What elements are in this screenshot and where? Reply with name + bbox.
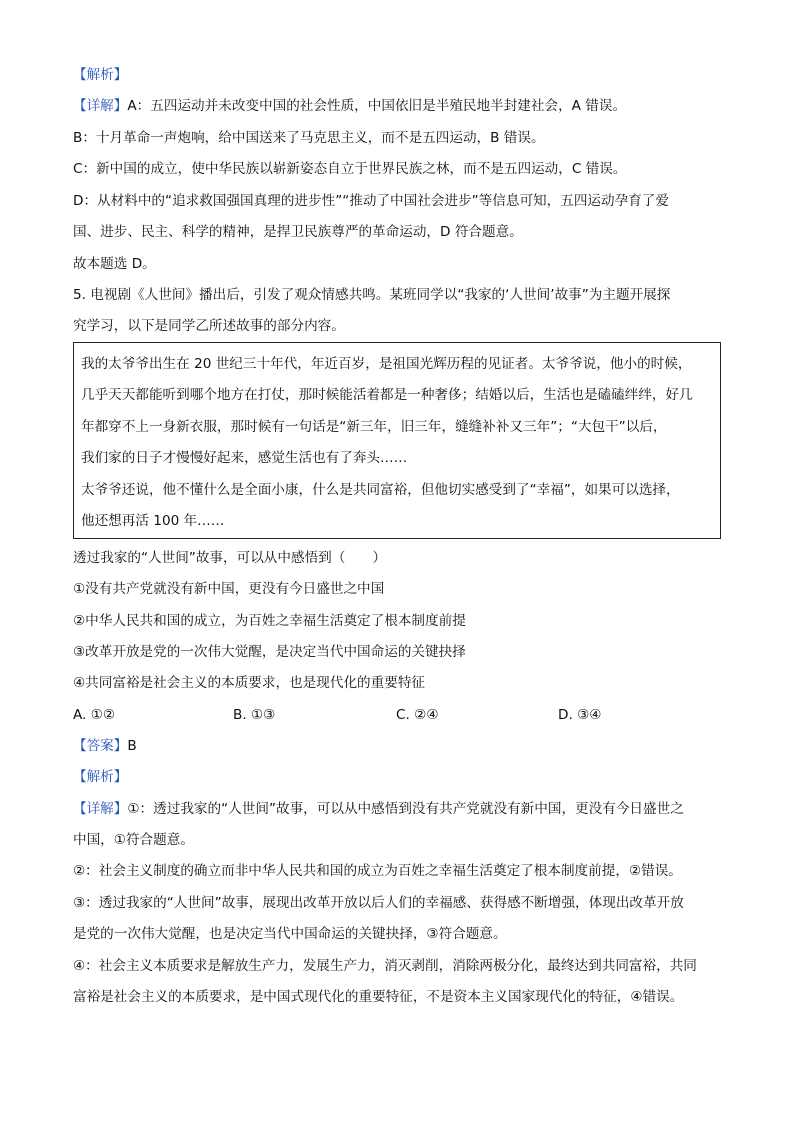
answer-value: B: [127, 738, 137, 754]
analysis-line: ④：社会主义本质要求是解放生产力，发展生产力，消灭剥削，消除两极分化，最终达到共同富裕，共同: [73, 958, 697, 974]
detail-text: A：五四运动并未改变中国的社会性质，中国依旧是半殖民地半封建社会，A 错误。: [127, 98, 627, 114]
quote-line: 几乎天天都能听到哪个地方在打仗，那时候能活着都是一种奢侈；结婚以后，生活也是磕磕绊绊，好几: [81, 387, 693, 403]
question-stem: 5. 电视剧《人世间》播出后，引发了观众情感共鸣。某班同学以“我家的‘人世间’故事”为主题开展探: [73, 287, 671, 303]
options-row: [73, 706, 733, 724]
analysis-detail-line: [73, 800, 684, 818]
quote-line: 太爷爷还说，他不懂什么是全面小康，什么是共同富裕，但他切实感受到了“幸福”，如果可以选择，: [81, 482, 680, 498]
quote-line: 他还想再活 100 年……: [81, 513, 225, 529]
option-c: C. ②④: [396, 707, 439, 723]
detail-text: ①：透过我家的“人世间”故事，可以从中感悟到没有共产党就没有新中国，更没有今日盛世之: [127, 801, 684, 817]
analysis-line: 国、进步、民主、科学的精神，是捍卫民族尊严的革命运动，D 符合题意。: [73, 224, 523, 240]
question-prompt: 透过我家的“人世间”故事，可以从中感悟到（ ）: [73, 550, 387, 566]
analysis-line: C：新中国的成立，使中华民族以崭新姿态自立于世界民族之林，而不是五四运动，C 错误。: [73, 161, 627, 177]
analysis-line: D：从材料中的“追求救国强国真理的进步性”“推动了中国社会进步”等信息可知，五四运动孕育了爱: [73, 193, 669, 209]
answer-label: 【答案】: [73, 738, 128, 754]
analysis-detail-line: [73, 97, 626, 115]
option-a: A. ①②: [73, 707, 116, 723]
question-stem: 究学习，以下是同学乙所述故事的部分内容。: [73, 318, 345, 334]
analysis-line: 中国，①符合题意。: [73, 832, 194, 848]
quote-line: 年都穿不上一身新衣服，那时候有一句话是“新三年，旧三年，缝缝补补又三年”；“大包干”以后，: [81, 419, 667, 435]
analysis-line: 故本题选 D。: [73, 256, 156, 272]
analysis-line: B：十月革命一声炮响，给中国送来了马克思主义，而不是五四运动，B 错误。: [73, 130, 545, 146]
quote-line: 我的太爷爷出生在 20 世纪三十年代，年近百岁，是祖国光辉历程的见证者。太爷爷说，他小的时候，: [81, 356, 692, 372]
option-b: B. ①③: [233, 707, 276, 723]
statement-3: ③改革开放是党的一次伟大觉醒，是决定当代中国命运的关键抉择: [73, 644, 466, 660]
quote-line: 我们家的日子才慢慢好起来，感觉生活也有了奔头……: [81, 450, 408, 466]
analysis-label: 【解析】: [73, 67, 128, 83]
analysis-line: ③：透过我家的“人世间”故事，展现出改革开放以后人们的幸福感、获得感不断增强，体现出改革开放: [73, 895, 684, 911]
answer-line: [73, 737, 137, 755]
detail-label: 【详解】: [73, 801, 128, 817]
statement-4: ④共同富裕是社会主义的本质要求，也是现代化的重要特征: [73, 675, 426, 691]
analysis-line: ②：社会主义制度的确立而非中华人民共和国的成立为百姓之幸福生活奠定了根本制度前提，②错误。: [73, 863, 682, 879]
option-d: D. ③④: [558, 707, 602, 723]
analysis-line: 是党的一次伟大觉醒，也是决定当代中国命运的关键抉择，③符合题意。: [73, 926, 507, 942]
statement-2: ②中华人民共和国的成立，为百姓之幸福生活奠定了根本制度前提: [73, 613, 466, 629]
story-quote-box: [73, 342, 721, 539]
analysis-line: 富裕是社会主义的本质要求，是中国式现代化的重要特征，不是资本主义国家现代化的特征，④错误。: [73, 989, 684, 1005]
detail-label: 【详解】: [73, 98, 128, 114]
statement-1: ①没有共产党就没有新中国，更没有今日盛世之中国: [73, 581, 385, 597]
analysis-label: 【解析】: [73, 769, 128, 785]
